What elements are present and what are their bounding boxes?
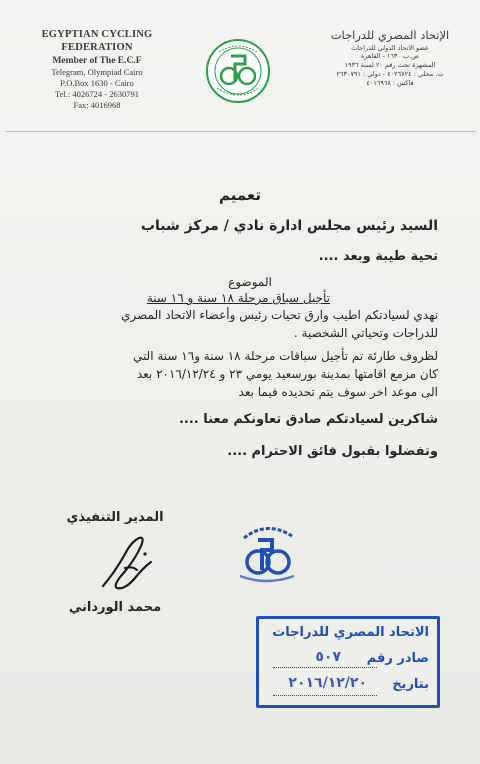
tel-en: Tel.: 4026724 - 2630791 xyxy=(55,88,139,99)
letterhead-arabic xyxy=(310,28,470,87)
federation-logo-icon xyxy=(205,38,271,104)
fax-ar: فاكس : ٤٠١٦٩٦٨ xyxy=(366,78,414,87)
fax-en: Fax: 4016968 xyxy=(73,99,121,110)
signatory-name: محمد الورداني xyxy=(68,600,162,615)
tel-ar: ت. محلي : ٤٠٢٦٧٢٤ - دولي : ٢٦٣٠٧٩١ xyxy=(336,69,444,78)
registry-issued-rule xyxy=(273,667,377,668)
registry-stamp-title: الاتحاد المصري للدراجات xyxy=(272,625,429,640)
pobox-ar: ص.ب ١٦٣٠ - القاهرة xyxy=(360,52,420,61)
paragraph1-line2: للدراجات وتحياتي الشخصية . xyxy=(293,326,438,340)
subject-line: تأجيل سباق مرحلة ١٨ سنة و ١٦ سنة xyxy=(146,291,330,305)
addressee-line: السيد رئيس مجلس ادارة نادي / مركز شباب xyxy=(140,218,438,234)
letterhead-english xyxy=(12,28,182,111)
pobox-en: P.O.Box 1630 - Cairo xyxy=(60,77,134,88)
paragraph2-line3: الى موعد اخر سوف يتم تحديده فيما بعد xyxy=(238,385,438,399)
registry-issued-number: ٥٠٧ xyxy=(315,649,341,665)
signatory-title: المدير التنفيذي xyxy=(66,510,164,525)
header-divider xyxy=(6,131,476,132)
membership-en: Member of The E.C.F xyxy=(52,55,142,66)
registry-date-rule xyxy=(273,695,377,696)
registry-date-label: بتاريخ xyxy=(392,677,429,692)
paragraph1-line1: نهدي لسيادتكم اطيب وارق تحيات رئيس وأعضاء الاتحاد المصري xyxy=(121,308,438,322)
subject-label: الموضوع xyxy=(228,275,272,289)
paragraph2-line2: كان مزمع اقامتها بمدينة بورسعيد يومي ٢٣ و ٢٠١٦/١٢/٢٤ بعد xyxy=(136,367,438,381)
thanks-line: شاكرين لسيادتكم صادق تعاونكم معنا .... xyxy=(178,412,438,427)
closing-line: وتفضلوا بقبول فائق الاحترام .... xyxy=(227,444,438,459)
registry-issued-label: صادر رقم xyxy=(366,651,429,666)
greeting-line: تحية طيبة وبعد .... xyxy=(318,249,438,264)
signature-mark-icon xyxy=(95,532,159,594)
telegram-en: Telegram, Olympiad Cairo xyxy=(51,67,143,78)
circular-title: تعميم xyxy=(218,186,262,204)
federation-name-ar: الإتحاد المصري للدراجات xyxy=(330,28,450,42)
registry-date-value: ٢٠١٦/١٢/٢٠ xyxy=(288,675,367,691)
federation-seal-icon xyxy=(234,520,300,586)
membership-ar: عضو الاتحاد الدولي للدراجات xyxy=(351,43,429,52)
federation-name-en: EGYPTIAN CYCLING FEDERATION xyxy=(41,29,153,54)
registry-stamp xyxy=(256,616,440,708)
paragraph2-line1: لظروف طارئة تم تأجيل سباقات مرحلة ١٨ سنة و١٦ سنة التي xyxy=(132,349,438,363)
registration-ar: المشهرة تحت رقم ٢٠ لسنة ١٩٣٦ xyxy=(344,61,436,70)
